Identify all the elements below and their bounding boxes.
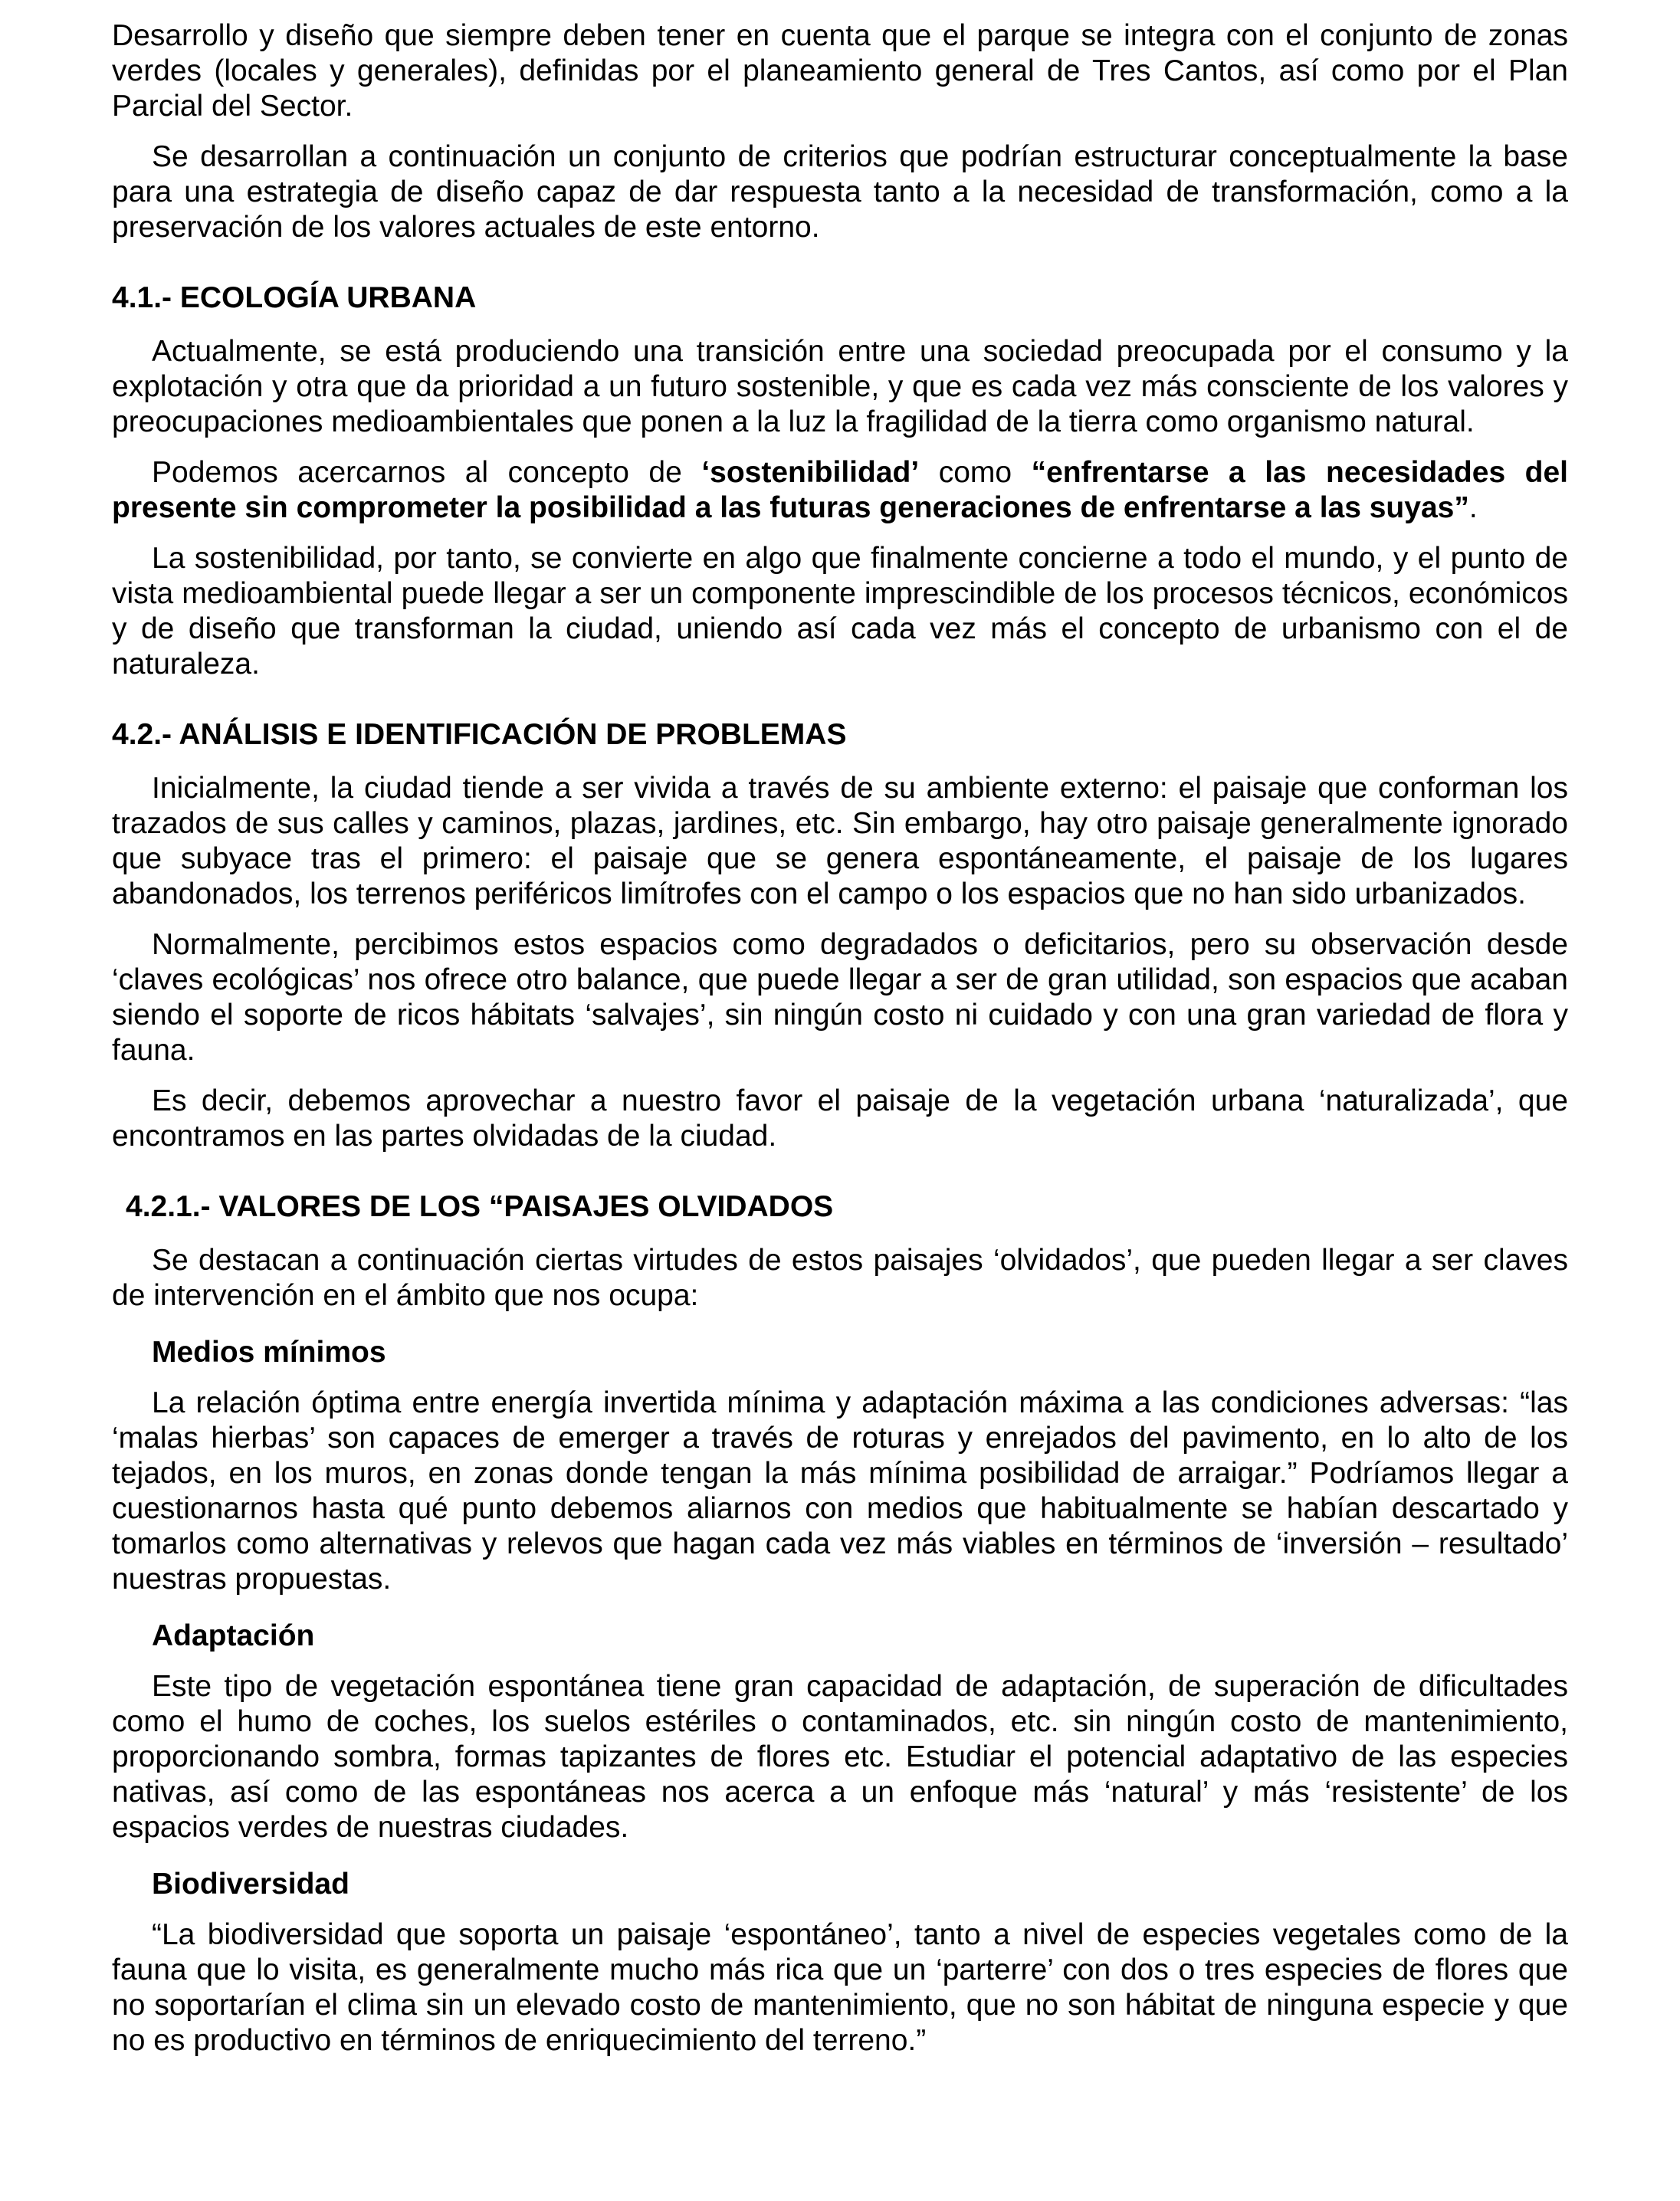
paragraph: La relación óptima entre energía invertida mínima y adaptación máxima a las condiciones adversas: “las ‘malas hierbas’ son capaces de emerger a través de roturas y enrejados del pavimento, en lo alto de los tejados, en los muros, en zonas donde tengan la más mínima posibilidad de arraigar.” Podríamos llegar a cuestionarnos hasta qué punto debemos aliarnos con medios que habitualmente se habían descartado y tomarlos como alternativas y relevos que hagan cada vez más viables en términos de ‘inversión – resultado’ nuestras propuestas. — [112, 1386, 1568, 1596]
paragraph-with-bold — [112, 455, 1568, 526]
text-run: como — [919, 456, 1032, 489]
text-run-bold: “enfrentarse a las necesidades del presente sin comprometer la posibilidad a las futuras generaciones de enfrentarse a las suyas” — [112, 456, 1569, 524]
section-heading-4-2: 4.2.- ANÁLISIS E IDENTIFICACIÓN DE PROBLEMAS — [112, 718, 847, 751]
paragraph-continuation: Desarrollo y diseño que siempre deben tener en cuenta que el parque se integra con el conjunto de zonas verdes (locales y generales), definidas por el planeamiento general de Tres Cantos, así como por el Plan Parcial del Sector. — [112, 19, 1568, 123]
paragraph: “La biodiversidad que soporta un paisaje ‘espontáneo’, tanto a nivel de especies vegetales como de la fauna que lo visita, es generalmente mucho más rica que un ‘parterre’ con dos o tres especies de flores que no soportarían el clima sin un elevado costo de mantenimiento, que no son hábitat de ninguna especie y que no es productivo en términos de enriquecimiento del terreno.” — [112, 1918, 1568, 2057]
paragraph: La sostenibilidad, por tanto, se convierte en algo que finalmente concierne a todo el mundo, y el punto de vista medioambiental puede llegar a ser un componente imprescindible de los procesos técnicos, económicos y de diseño que transforman la ciudad, uniendo así cada vez más el concepto de urbanismo con el de naturaleza. — [112, 542, 1568, 681]
paragraph: Es decir, debemos aprovechar a nuestro favor el paisaje de la vegetación urbana ‘naturalizada’, que encontramos en las partes olvidadas de la ciudad. — [112, 1084, 1568, 1153]
paragraph: Inicialmente, la ciudad tiende a ser vivida a través de su ambiente externo: el paisaje que conforman los trazados de sus calles y caminos, plazas, jardines, etc. Sin embargo, hay otro paisaje generalmente ignorado que subyace tras el primero: el paisaje que se genera espontáneamente, el paisaje de los lugares abandonados, los terrenos periféricos limítrofes con el campo o los espacios que no han sido urbanizados. — [112, 772, 1568, 910]
text-run: . — [1468, 491, 1478, 524]
subheading-adaptacion: Adaptación — [152, 1619, 315, 1652]
paragraph: Este tipo de vegetación espontánea tiene gran capacidad de adaptación, de superación de dificultades como el humo de coches, los suelos estériles o contaminados, etc. sin ningún costo de mantenimiento, proporcionando sombra, formas tapizantes de flores etc. Estudiar el potencial adaptativo de las especies nativas, así como de las espontáneas nos acerca a un enfoque más ‘natural’ y más ‘resistente’ de los espacios verdes de nuestras ciudades. — [112, 1670, 1568, 1844]
text-run: Podemos acercarnos al concepto de — [152, 456, 702, 489]
paragraph: Se destacan a continuación ciertas virtudes de estos paisajes ‘olvidados’, que pueden llegar a ser claves de intervención en el ámbito que nos ocupa: — [112, 1244, 1568, 1312]
section-heading-4-2-1: 4.2.1.- VALORES DE LOS “PAISAJES OLVIDADOS — [126, 1190, 834, 1223]
paragraph: Normalmente, percibimos estos espacios como degradados o deficitarios, pero su observación desde ‘claves ecológicas’ nos ofrece otro balance, que puede llegar a ser de gran utilidad, son espacios que acaban siendo el soporte de ricos hábitats ‘salvajes’, sin ningún costo ni cuidado y con una gran variedad de flora y fauna. — [112, 928, 1568, 1067]
text-run-bold: ‘sostenibilidad’ — [701, 456, 920, 489]
paragraph: Actualmente, se está produciendo una transición entre una sociedad preocupada por el consumo y la explotación y otra que da prioridad a un futuro sostenible, y que es cada vez más consciente de los valores y preocupaciones medioambientales que ponen a la luz la fragilidad de la tierra como organismo natural. — [112, 335, 1568, 438]
subheading-biodiversidad: Biodiversidad — [152, 1868, 349, 1901]
paragraph: Se desarrollan a continuación un conjunto de criterios que podrían estructurar conceptualmente la base para una estrategia de diseño capaz de dar respuesta tanto a la necesidad de transformación, como a la preservación de los valores actuales de este entorno. — [112, 140, 1568, 244]
section-heading-4-1: 4.1.- ECOLOGÍA URBANA — [112, 281, 477, 314]
subheading-medios-minimos: Medios mínimos — [152, 1336, 386, 1369]
